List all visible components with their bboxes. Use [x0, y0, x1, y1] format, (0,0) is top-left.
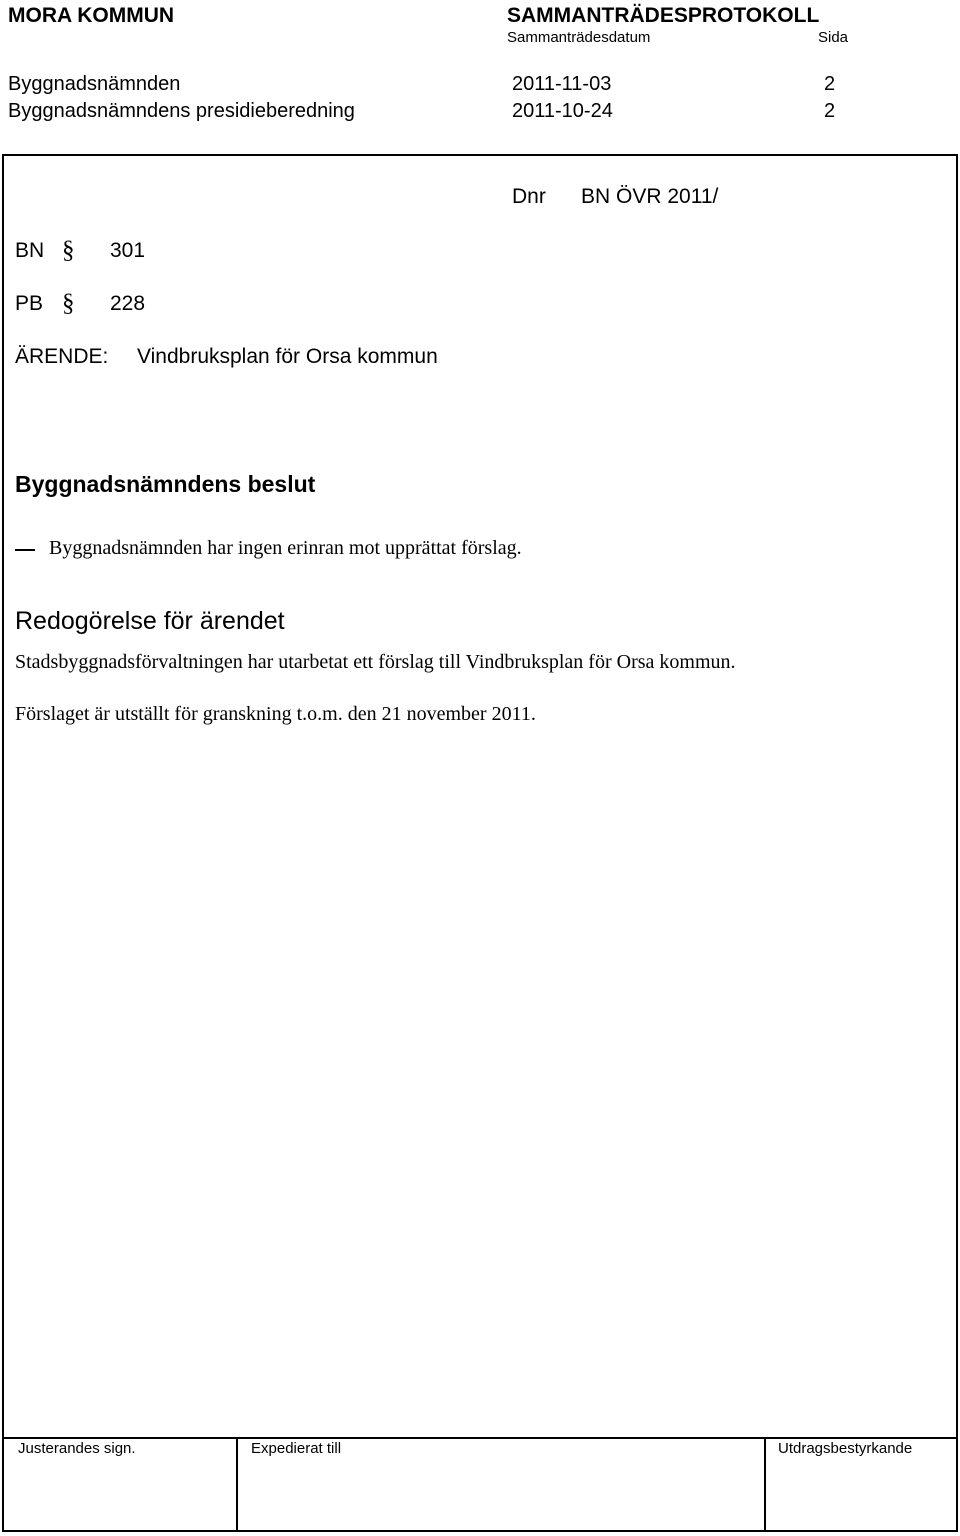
frame-right-border	[956, 154, 958, 1532]
footer-expedierat-label: Expedierat till	[251, 1440, 342, 1457]
paragraph-code: BN	[15, 239, 45, 262]
section-sign-icon: §	[62, 290, 75, 317]
dnr-value: BN ÖVR 2011/	[581, 185, 719, 208]
footer-top-border	[2, 1437, 958, 1439]
footer-justerandes-label: Justerandes sign.	[18, 1440, 136, 1457]
meeting-date: 2011-11-03	[512, 73, 612, 95]
paragraph-number: 301	[110, 239, 146, 262]
meeting-name: Byggnadsnämndens presidieberedning	[8, 100, 355, 122]
dnr-label: Dnr	[512, 185, 546, 208]
paragraph-code: PB	[15, 292, 44, 315]
dash-bullet-icon	[15, 549, 35, 551]
arende-title: Vindbruksplan för Orsa kommun	[137, 345, 438, 368]
page-label: Sida	[818, 29, 849, 46]
paragraph-number: 228	[110, 292, 146, 315]
organization-name: MORA KOMMUN	[8, 4, 175, 27]
meeting-date: 2011-10-24	[512, 100, 613, 122]
meeting-page: 2	[824, 100, 836, 122]
meeting-date-label: Sammanträdesdatum	[507, 29, 651, 46]
arende-label: ÄRENDE:	[15, 345, 109, 368]
frame-bottom-border	[2, 1530, 958, 1532]
meeting-page: 2	[824, 73, 836, 95]
footer-divider	[764, 1437, 766, 1532]
frame-left-border	[2, 154, 4, 1532]
report-paragraph: Förslaget är utställt för granskning t.o.m. den 21 november 2011.	[15, 703, 536, 725]
report-heading: Redogörelse för ärendet	[15, 607, 285, 635]
document-type: SAMMANTRÄDESPROTOKOLL	[507, 4, 820, 27]
meeting-name: Byggnadsnämnden	[8, 73, 181, 95]
decision-item: Byggnadsnämnden har ingen erinran mot upprättat förslag.	[49, 537, 522, 559]
report-paragraph: Stadsbyggnadsförvaltningen har utarbetat ett förslag till Vindbruksplan för Orsa kommun.	[15, 651, 736, 673]
decision-heading: Byggnadsnämndens beslut	[15, 471, 316, 497]
footer-divider	[236, 1437, 238, 1532]
frame-top-border	[2, 154, 958, 156]
footer-utdrag-label: Utdragsbestyrkande	[778, 1440, 913, 1457]
section-sign-icon: §	[62, 237, 75, 264]
